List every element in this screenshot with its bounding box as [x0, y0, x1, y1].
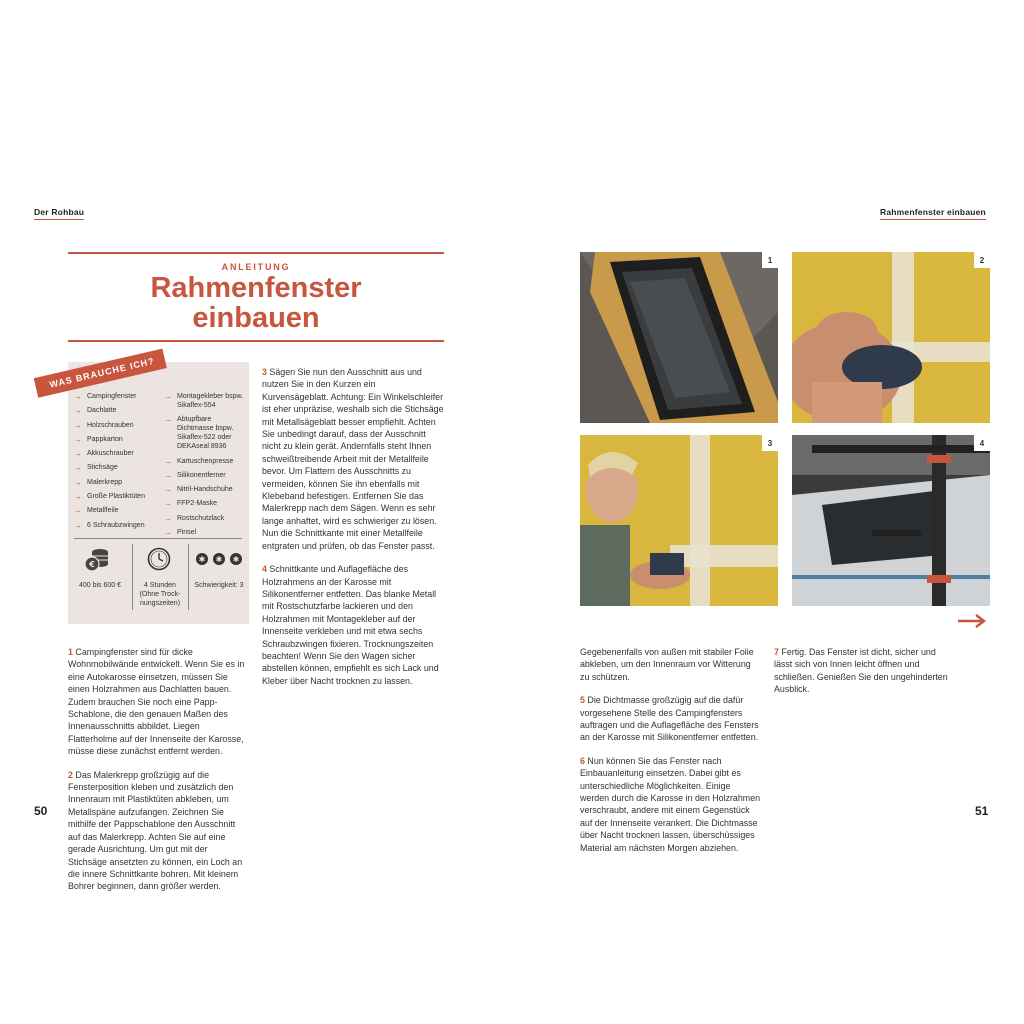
photo-4 — [792, 435, 990, 606]
photo-number: 4 — [974, 435, 990, 451]
list-item: → Nitril-Handschuhe — [164, 485, 233, 495]
difficulty-stars-icon — [194, 552, 244, 566]
step-2: 2 Das Malerkrepp großzügig auf die Fensterposition kleben und zusätzlich den Innenraum mit Plastiktüten abkleben, um Metallspäne aufzufangen. Zeichnen Sie mithilfe der Pappschablone den Ausschnitt auf das Malerkrepp. Achten Sie auf eine gerade Ausrichtung. Um gut mit der Stichsäge ansetzten zu können, ein Loch an die innere Schnittkante bohren. Mit kleinem Bohrer beginnen, dann größer werden. — [68, 769, 243, 892]
body-column-2 — [262, 366, 444, 698]
list-item: → Kartuschenpresse — [164, 456, 234, 466]
arrow-right-icon: → — [74, 492, 82, 502]
photo-number: 3 — [762, 435, 778, 451]
page-number-left: 50 — [34, 804, 48, 818]
arrow-right-icon: → — [164, 513, 172, 523]
list-item: → Holzschrauben — [74, 420, 134, 430]
svg-text:✱: ✱ — [198, 555, 206, 564]
arrow-right-icon: → — [164, 485, 172, 495]
info-divider-2 — [188, 544, 189, 610]
arrow-right-icon: → — [164, 470, 172, 480]
photo-4-image — [792, 435, 990, 606]
materials-box — [68, 362, 249, 624]
list-item: → Malerkrepp — [74, 477, 123, 487]
arrow-right-icon — [958, 614, 990, 628]
running-head-left: Der Rohbau — [34, 207, 84, 220]
list-item: → Abtupfbare Dichtmasse bspw. Sikaflex-522 oder DEKAseal 8936 — [164, 415, 234, 451]
photo-number: 2 — [974, 252, 990, 268]
materials-list-2 — [164, 392, 248, 542]
arrow-right-icon: → — [74, 520, 82, 530]
photo-1-image — [580, 252, 778, 423]
arrow-right-icon: → — [74, 392, 82, 401]
photo-3-image — [580, 435, 778, 606]
list-item: → 6 Schraubzwingen — [74, 520, 145, 530]
arrow-right-icon: → — [164, 415, 172, 425]
photo-2 — [792, 252, 990, 423]
title-line-1: Rahmenfenster — [150, 272, 362, 304]
list-item: → Silikonentferner — [164, 470, 226, 480]
title-rule-top — [68, 252, 444, 254]
arrow-right-icon: → — [74, 477, 82, 487]
materials-banner: WAS BRAUCHE ICH? — [34, 349, 167, 398]
list-item: → FFP2-Maske — [164, 499, 218, 509]
arrow-right-icon: → — [74, 406, 82, 416]
page-title — [68, 273, 444, 333]
step-1: 1 Campingfenster sind für dicke Wohnmobilwände entwickelt. Wenn Sie es in eine Autokarosse einsetzen, müssen Sie einen Holzrahmen aus Dachlatten bauen. Zudem brauchen Sie noch eine Papp-Schablone, die den genauen Maßen des Innenausschnitts abbildet. Liegen Flatterholme auf der Innenseite der Karosse, müsse diese zunächst entfernt werden. — [68, 647, 245, 757]
list-item: → Dachlatte — [74, 406, 117, 416]
difficulty-label: Schwierigkeit: 3 — [194, 582, 244, 589]
list-item: → Große Plastiktüten — [74, 492, 145, 502]
arrow-right-icon: → — [164, 392, 172, 401]
page-number-right: 51 — [975, 804, 989, 818]
info-divider-1 — [132, 544, 133, 610]
svg-text:✱: ✱ — [215, 555, 223, 564]
clock-icon — [147, 547, 171, 571]
title-line-2: einbauen — [192, 302, 320, 334]
svg-text:✱: ✱ — [232, 555, 240, 564]
list-item: → Montagekleber bspw. Sikaflex-554 — [164, 392, 244, 409]
arrow-right-icon: → — [74, 463, 82, 473]
body-column-1 — [68, 646, 249, 904]
body-column-3 — [580, 646, 762, 865]
arrow-right-icon: → — [164, 499, 172, 509]
step-4-continued: Gegebenenfalls von außen mit stabiler Folie abkleben, um den Innenraum vor Witterung zu schützen. — [580, 647, 754, 682]
cost-label: 400 bis 600 € — [78, 582, 122, 589]
arrow-right-icon: → — [74, 449, 82, 459]
body-column-4 — [774, 646, 956, 707]
arrow-right-icon: → — [164, 528, 172, 538]
step-3: 3 Sägen Sie nun den Ausschnitt aus und nutzen Sie in den Kurzen ein Kurvensägeblatt. Achtung: Ein Winkelschleifer ist eher unpräzise, weshalb sich die Stichsäge mit Metallsägeblatt besser empfiehlt. Achten Sie unbedingt darauf, dass der Ausschnitt nicht zu klein gerät. Andernfalls steht Ihnen schweißtreibende Arbeit mit der Metallfeile bevor. Um Flattern des Ausschnitts zu vermeiden, können Sie ihn ebenfalls mit Klebeband befestigen. Entfernen Sie das Malerkrepp nach dem Sägen. Wenn es sehr lange anhaftet, wird es schwieriger zu lösen. Nun die Schnittkante mit einer Metallfeile entgraten und prüfen, ob das Fenster passt. — [262, 367, 444, 551]
list-item: → Pappkarton — [74, 434, 123, 444]
arrow-right-icon: → — [74, 434, 82, 444]
list-item: → Akkuschrauber — [74, 449, 134, 459]
step-5: 5 Die Dichtmasse großzügig auf die dafür vorgesehene Stelle des Campingfensters auftragen und die Auflagefläche des Fensters an der Karosse mit Silikonentferner entfetten. — [580, 695, 759, 743]
photo-2-image — [792, 252, 990, 423]
coins-icon — [83, 547, 111, 573]
list-item: → Metallfeile — [74, 506, 119, 516]
list-item: → Pinsel — [164, 528, 197, 538]
list-item: → Stichsäge — [74, 463, 118, 473]
arrow-right-icon: → — [74, 420, 82, 430]
materials-list-1 — [74, 392, 160, 535]
step-4: 4 Schnittkante und Auflagefläche des Holzrahmens an der Karosse mit Silikonentferner entfetten. Das blanke Metall mit Rostschutzfarbe lackieren und den Holzrahmen mit Montagekleber auf der Innenseite verkleben und mit etwa sechs Schraubzwingen fixieren. Trocknungszeiten beachten! Wenn Sie den Wagen sicher abstellen können, empfiehlt es sich Lack und Kleber über Nacht trocknen zu lassen. — [262, 564, 439, 686]
title-rule-bottom — [68, 340, 444, 342]
photo-3 — [580, 435, 778, 606]
arrow-right-icon: → — [74, 506, 82, 516]
step-7: 7 Fertig. Das Fenster ist dicht, sicher und lässt sich von Innen leicht öffnen und schließen. Genießen Sie den ungehinderten Ausblick. — [774, 647, 948, 695]
arrow-right-icon: → — [164, 456, 172, 466]
photo-number: 1 — [762, 252, 778, 268]
photo-1 — [580, 252, 778, 423]
svg-text:€: € — [89, 560, 95, 569]
running-head-right: Rahmenfenster einbauen — [880, 207, 986, 220]
step-6: 6 Nun können Sie das Fenster nach Einbauanleitung einsetzen. Dabei gibt es unterschiedliche Möglichkeiten. Einige werden durch die Karosse in den Holzrahmen verschraubt, andere mit einem Gegenstück auf der Innenseite verankert. Die Dichtmasse über Nacht trocknen lassen, überschüssiges Material am nächsten Morgen abziehen. — [580, 755, 761, 853]
kicker: ANLEITUNG — [221, 262, 291, 272]
time-label: 4 Stunden (Ohne Trock-nungszeiten) — [139, 582, 181, 607]
materials-divider — [74, 538, 242, 539]
list-item: → Rostschutzlack — [164, 513, 225, 523]
list-item: → Campingfenster — [74, 392, 137, 401]
